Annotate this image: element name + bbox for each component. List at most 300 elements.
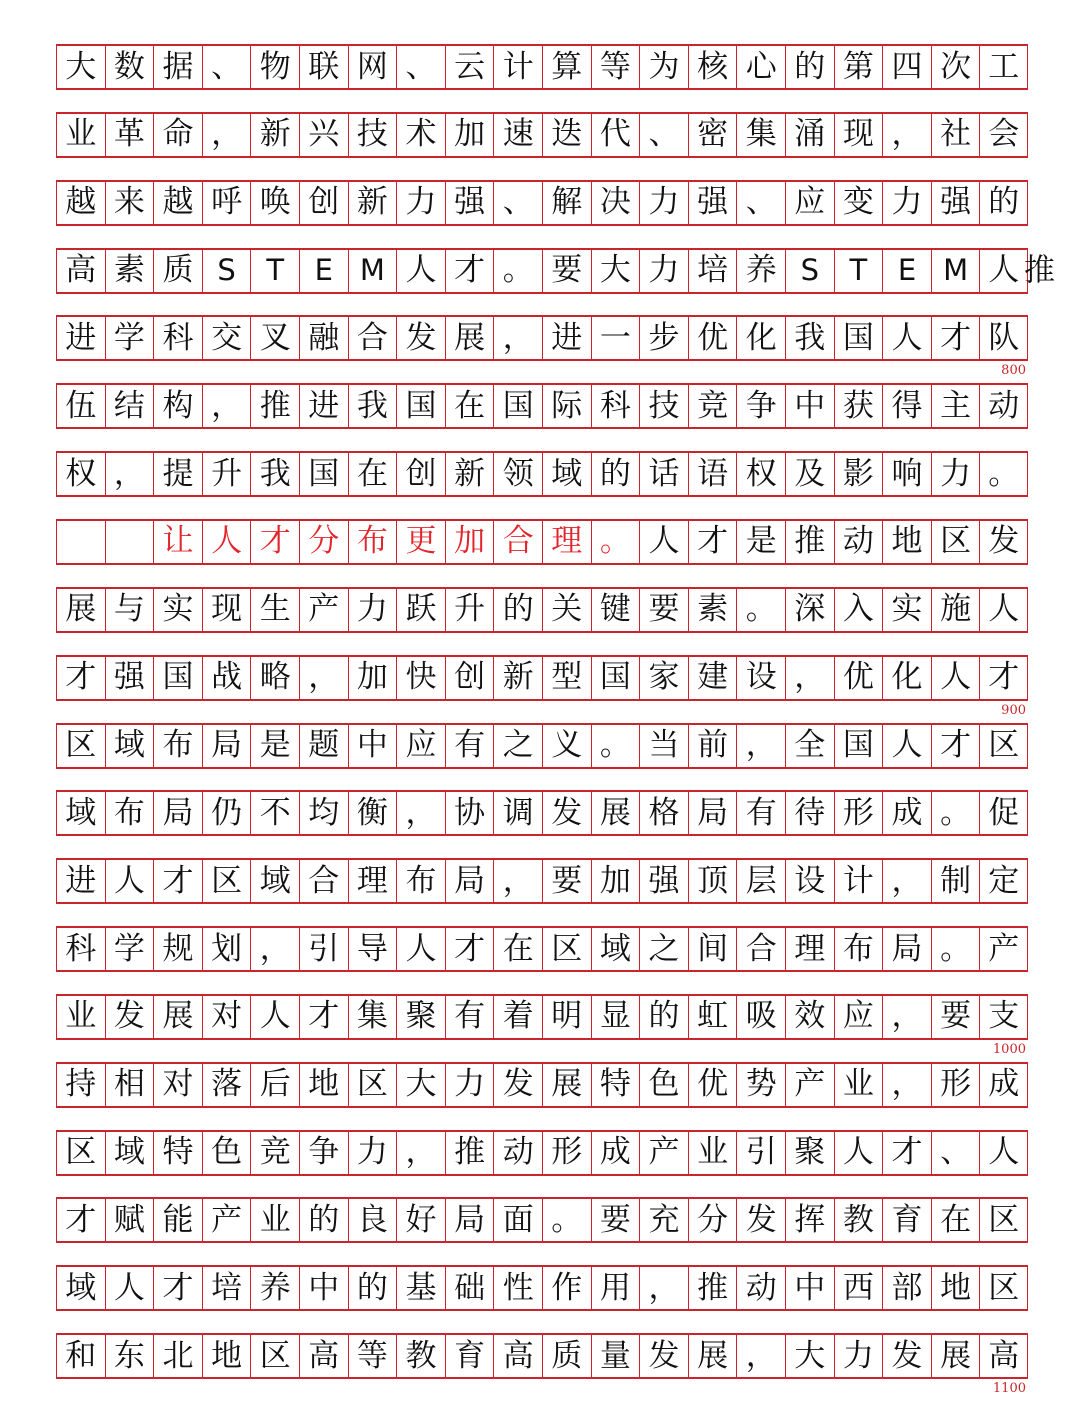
char-count-marker: 900 bbox=[1001, 702, 1026, 718]
grid-cell: 制 bbox=[931, 860, 980, 902]
grid-cell: 中 bbox=[299, 1267, 348, 1309]
grid-cell: 人 bbox=[979, 589, 1028, 631]
grid-cell: 优 bbox=[834, 657, 883, 699]
grid-cell: 第 bbox=[834, 46, 883, 88]
grid-cell: 的 bbox=[785, 46, 834, 88]
grid-cell: ， bbox=[396, 1132, 445, 1174]
grid-cell: 。 bbox=[736, 589, 785, 631]
grid-cell: 叉 bbox=[250, 317, 299, 359]
grid-cell: 地 bbox=[931, 1267, 980, 1309]
grid-cell: 唤 bbox=[250, 182, 299, 224]
grid-cell: ， bbox=[299, 657, 348, 699]
grid-cell: 才 bbox=[882, 1132, 931, 1174]
grid-cell: 支 bbox=[979, 996, 1028, 1038]
grid-cell: 特 bbox=[591, 1064, 640, 1106]
grid-cell: 好 bbox=[396, 1199, 445, 1241]
grid-cell: ， bbox=[105, 453, 154, 495]
grid-cell: 话 bbox=[639, 453, 688, 495]
grid-cell: 产 bbox=[639, 1132, 688, 1174]
grid-cell: 应 bbox=[834, 996, 883, 1038]
grid-cell: ， bbox=[882, 1064, 931, 1106]
grid-cell: 创 bbox=[396, 453, 445, 495]
grid-cell: 质 bbox=[542, 1335, 591, 1377]
grid-cell: 全 bbox=[785, 725, 834, 767]
grid-row bbox=[56, 858, 1028, 904]
grid-cell: 有 bbox=[445, 996, 494, 1038]
grid-cell: 形 bbox=[834, 792, 883, 834]
grid-cell: 协 bbox=[445, 792, 494, 834]
grid-cell: 布 bbox=[396, 860, 445, 902]
grid-cell: 面 bbox=[493, 1199, 542, 1241]
grid-cell: 挥 bbox=[785, 1199, 834, 1241]
grid-cell: 引 bbox=[299, 928, 348, 970]
grid-cell: 来 bbox=[105, 182, 154, 224]
grid-cell: 术 bbox=[396, 114, 445, 156]
grid-row bbox=[56, 383, 1028, 429]
grid-cell: 云 bbox=[445, 46, 494, 88]
grid-cell: 区 bbox=[56, 725, 105, 767]
grid-cell: 题 bbox=[299, 725, 348, 767]
grid-cell: 提 bbox=[153, 453, 202, 495]
grid-cell: 科 bbox=[153, 317, 202, 359]
grid-cell: 区 bbox=[202, 860, 251, 902]
grid-cell: 升 bbox=[202, 453, 251, 495]
grid-cell: 略 bbox=[250, 657, 299, 699]
grid-cell: 技 bbox=[348, 114, 397, 156]
grid-cell: 域 bbox=[250, 860, 299, 902]
grid-cell: 聚 bbox=[785, 1132, 834, 1174]
grid-cell: 产 bbox=[785, 1064, 834, 1106]
grid-cell: 力 bbox=[348, 589, 397, 631]
grid-cell: 新 bbox=[445, 453, 494, 495]
grid-cell: 布 bbox=[834, 928, 883, 970]
grid-cell: 成 bbox=[882, 792, 931, 834]
grid-cell: 创 bbox=[299, 182, 348, 224]
grid-cell: 人 bbox=[105, 860, 154, 902]
grid-cell: ， bbox=[202, 114, 251, 156]
grid-cell: 人 bbox=[979, 1132, 1028, 1174]
grid-cell: 理 bbox=[348, 860, 397, 902]
grid-cell: 心 bbox=[736, 46, 785, 88]
grid-cell: 。 bbox=[591, 521, 640, 563]
grid-row bbox=[56, 451, 1028, 497]
grid-cell: 际 bbox=[542, 385, 591, 427]
grid-cell: 展 bbox=[153, 996, 202, 1038]
grid-cell: 、 bbox=[639, 114, 688, 156]
grid-cell: 新 bbox=[348, 182, 397, 224]
grid-cell: 才 bbox=[250, 521, 299, 563]
grid-row bbox=[56, 1265, 1028, 1311]
grid-cell: 权 bbox=[56, 453, 105, 495]
grid-cell: 力 bbox=[445, 1064, 494, 1106]
grid-cell: 交 bbox=[202, 317, 251, 359]
grid-cell: 联 bbox=[299, 46, 348, 88]
grid-cell: 业 bbox=[56, 114, 105, 156]
grid-cell: 势 bbox=[736, 1064, 785, 1106]
grid-row bbox=[56, 180, 1028, 226]
grid-row bbox=[56, 315, 1028, 361]
grid-cell: 升 bbox=[445, 589, 494, 631]
grid-cell: 的 bbox=[299, 1199, 348, 1241]
grid-cell: 发 bbox=[882, 1335, 931, 1377]
grid-cell: 部 bbox=[882, 1267, 931, 1309]
grid-cell: 四 bbox=[882, 46, 931, 88]
grid-cell: 发 bbox=[639, 1335, 688, 1377]
grid-cell: 理 bbox=[785, 928, 834, 970]
grid-cell: 前 bbox=[688, 725, 737, 767]
grid-cell: 人 bbox=[882, 725, 931, 767]
grid-cell: 应 bbox=[785, 182, 834, 224]
grid-cell: 合 bbox=[493, 521, 542, 563]
grid-cell: 的 bbox=[639, 996, 688, 1038]
grid-cell: 才 bbox=[445, 250, 494, 292]
grid-cell: 要 bbox=[931, 996, 980, 1038]
grid-cell: 呼 bbox=[202, 182, 251, 224]
grid-cell: T bbox=[250, 250, 299, 292]
grid-cell: 越 bbox=[153, 182, 202, 224]
grid-cell: 量 bbox=[591, 1335, 640, 1377]
grid-cell: 待 bbox=[785, 792, 834, 834]
grid-cell: 会 bbox=[979, 114, 1028, 156]
grid-row bbox=[56, 1333, 1028, 1379]
grid-cell: 实 bbox=[882, 589, 931, 631]
grid-cell: S bbox=[785, 250, 834, 292]
grid-cell: 工 bbox=[979, 46, 1028, 88]
grid-cell: 作 bbox=[542, 1267, 591, 1309]
grid-cell: 区 bbox=[931, 521, 980, 563]
grid-cell: 促 bbox=[979, 792, 1028, 834]
grid-cell: 构 bbox=[153, 385, 202, 427]
grid-row bbox=[56, 112, 1028, 158]
grid-cell: 强 bbox=[639, 860, 688, 902]
grid-cell: 力 bbox=[834, 1335, 883, 1377]
grid-cell: 、 bbox=[202, 46, 251, 88]
grid-cell: 吸 bbox=[736, 996, 785, 1038]
grid-cell: 入 bbox=[834, 589, 883, 631]
grid-cell: 争 bbox=[736, 385, 785, 427]
grid-row bbox=[56, 44, 1028, 90]
grid-cell: 深 bbox=[785, 589, 834, 631]
grid-cell: 展 bbox=[591, 792, 640, 834]
grid-cell: 快 bbox=[396, 657, 445, 699]
grid-cell: 高 bbox=[493, 1335, 542, 1377]
grid-cell: 核 bbox=[688, 46, 737, 88]
grid-cell: 质 bbox=[153, 250, 202, 292]
grid-cell: 强 bbox=[931, 182, 980, 224]
grid-cell: 发 bbox=[396, 317, 445, 359]
grid-cell: 在 bbox=[445, 385, 494, 427]
grid-row bbox=[56, 994, 1028, 1040]
grid-cell: 次 bbox=[931, 46, 980, 88]
grid-cell: 动 bbox=[979, 385, 1028, 427]
grid-cell: 地 bbox=[299, 1064, 348, 1106]
grid-cell: 明 bbox=[542, 996, 591, 1038]
grid-cell: M bbox=[931, 250, 980, 292]
grid-cell: 才 bbox=[299, 996, 348, 1038]
grid-cell: 。 bbox=[591, 725, 640, 767]
grid-cell: 获 bbox=[834, 385, 883, 427]
grid-cell: 力 bbox=[396, 182, 445, 224]
grid-cell: ， bbox=[736, 1335, 785, 1377]
grid-cell: 大 bbox=[591, 250, 640, 292]
grid-cell: 。 bbox=[931, 792, 980, 834]
grid-cell: 区 bbox=[348, 1064, 397, 1106]
grid-cell: 对 bbox=[202, 996, 251, 1038]
grid-cell: 域 bbox=[56, 792, 105, 834]
grid-row bbox=[56, 790, 1028, 836]
grid-cell bbox=[105, 521, 154, 563]
grid-cell: 展 bbox=[56, 589, 105, 631]
grid-cell: 区 bbox=[979, 725, 1028, 767]
grid-cell: 化 bbox=[736, 317, 785, 359]
grid-cell: 区 bbox=[250, 1335, 299, 1377]
grid-row bbox=[56, 1197, 1028, 1243]
grid-cell: 国 bbox=[591, 657, 640, 699]
grid-cell: 让 bbox=[153, 521, 202, 563]
grid-cell: 发 bbox=[542, 792, 591, 834]
grid-cell: 局 bbox=[688, 792, 737, 834]
grid-cell: 在 bbox=[348, 453, 397, 495]
grid-cell: 局 bbox=[445, 1199, 494, 1241]
grid-cell: E bbox=[882, 250, 931, 292]
grid-cell: ， bbox=[736, 725, 785, 767]
grid-cell: 我 bbox=[250, 453, 299, 495]
grid-cell: 据 bbox=[153, 46, 202, 88]
grid-cell: 实 bbox=[153, 589, 202, 631]
grid-cell: 国 bbox=[493, 385, 542, 427]
grid-cell: 展 bbox=[931, 1335, 980, 1377]
grid-cell: 高 bbox=[299, 1335, 348, 1377]
grid-cell: 推 bbox=[250, 385, 299, 427]
grid-cell: 高 bbox=[56, 250, 105, 292]
grid-cell: 。 bbox=[979, 453, 1028, 495]
grid-cell: 规 bbox=[153, 928, 202, 970]
grid-cell: 网 bbox=[348, 46, 397, 88]
grid-cell: 显 bbox=[591, 996, 640, 1038]
grid-cell: 。 bbox=[931, 928, 980, 970]
grid-cell: 我 bbox=[348, 385, 397, 427]
grid-cell: 物 bbox=[250, 46, 299, 88]
grid-cell: 产 bbox=[979, 928, 1028, 970]
grid-cell: 和 bbox=[56, 1335, 105, 1377]
grid-cell: 域 bbox=[105, 1132, 154, 1174]
grid-cell: 力 bbox=[882, 182, 931, 224]
grid-cell: 主 bbox=[931, 385, 980, 427]
grid-cell: 要 bbox=[542, 860, 591, 902]
grid-cell: 性 bbox=[493, 1267, 542, 1309]
overflow-char: 推 bbox=[1024, 252, 1055, 289]
grid-cell: 业 bbox=[834, 1064, 883, 1106]
grid-cell: 素 bbox=[688, 589, 737, 631]
grid-cell: 布 bbox=[153, 725, 202, 767]
grid-cell: 衡 bbox=[348, 792, 397, 834]
grid-cell: 变 bbox=[834, 182, 883, 224]
grid-cell: 解 bbox=[542, 182, 591, 224]
grid-cell: 国 bbox=[834, 725, 883, 767]
grid-cell: 争 bbox=[299, 1132, 348, 1174]
grid-cell: 要 bbox=[542, 250, 591, 292]
grid-cell: 教 bbox=[396, 1335, 445, 1377]
grid-cell: 加 bbox=[445, 521, 494, 563]
grid-cell: 义 bbox=[542, 725, 591, 767]
grid-cell: 当 bbox=[639, 725, 688, 767]
grid-cell: 科 bbox=[56, 928, 105, 970]
grid-cell: 强 bbox=[445, 182, 494, 224]
grid-cell: 结 bbox=[105, 385, 154, 427]
grid-cell: 计 bbox=[834, 860, 883, 902]
grid-cell: 良 bbox=[348, 1199, 397, 1241]
grid-cell: 伍 bbox=[56, 385, 105, 427]
grid-cell: 才 bbox=[56, 657, 105, 699]
grid-cell: 涌 bbox=[785, 114, 834, 156]
grid-cell: 基 bbox=[396, 1267, 445, 1309]
grid-cell: ， bbox=[785, 657, 834, 699]
grid-cell: 成 bbox=[591, 1132, 640, 1174]
grid-cell: 家 bbox=[639, 657, 688, 699]
grid-cell: 步 bbox=[639, 317, 688, 359]
grid-cell: 才 bbox=[688, 521, 737, 563]
grid-cell: 响 bbox=[882, 453, 931, 495]
grid-cell: 密 bbox=[688, 114, 737, 156]
grid-cell: 影 bbox=[834, 453, 883, 495]
grid-cell: 施 bbox=[931, 589, 980, 631]
grid-cell: 局 bbox=[153, 792, 202, 834]
grid-cell: 产 bbox=[299, 589, 348, 631]
grid-cell: 革 bbox=[105, 114, 154, 156]
grid-cell: 础 bbox=[445, 1267, 494, 1309]
grid-cell: 素 bbox=[105, 250, 154, 292]
grid-cell: 展 bbox=[542, 1064, 591, 1106]
grid-cell: 色 bbox=[202, 1132, 251, 1174]
grid-cell: ， bbox=[250, 928, 299, 970]
grid-cell: 加 bbox=[348, 657, 397, 699]
grid-cell: 人 bbox=[396, 250, 445, 292]
grid-cell: 育 bbox=[882, 1199, 931, 1241]
grid-cell: 才 bbox=[931, 725, 980, 767]
grid-cell: 西 bbox=[834, 1267, 883, 1309]
grid-cell: 生 bbox=[250, 589, 299, 631]
grid-cell: 创 bbox=[445, 657, 494, 699]
grid-cell: 发 bbox=[105, 996, 154, 1038]
grid-cell: 新 bbox=[493, 657, 542, 699]
grid-cell: 推 bbox=[785, 521, 834, 563]
grid-cell: 更 bbox=[396, 521, 445, 563]
grid-cell: ， bbox=[882, 996, 931, 1038]
grid-cell: 权 bbox=[736, 453, 785, 495]
grid-cell: 设 bbox=[785, 860, 834, 902]
grid-cell: 展 bbox=[445, 317, 494, 359]
grid-cell: 社 bbox=[931, 114, 980, 156]
grid-cell: 理 bbox=[542, 521, 591, 563]
grid-cell: 才 bbox=[931, 317, 980, 359]
grid-cell: 人 bbox=[639, 521, 688, 563]
grid-cell: 人 bbox=[202, 521, 251, 563]
grid-cell: 发 bbox=[736, 1199, 785, 1241]
grid-row bbox=[56, 587, 1028, 633]
grid-row bbox=[56, 519, 1028, 565]
grid-cell: 才 bbox=[56, 1199, 105, 1241]
grid-cell: 建 bbox=[688, 657, 737, 699]
grid-cell: 中 bbox=[348, 725, 397, 767]
grid-cell: 色 bbox=[639, 1064, 688, 1106]
grid-cell: 人 bbox=[250, 996, 299, 1038]
grid-cell: 业 bbox=[56, 996, 105, 1038]
grid-cell: 的 bbox=[348, 1267, 397, 1309]
grid-cell: 调 bbox=[493, 792, 542, 834]
grid-cell: 聚 bbox=[396, 996, 445, 1038]
grid-cell: 区 bbox=[542, 928, 591, 970]
grid-cell: 在 bbox=[493, 928, 542, 970]
grid-cell: 形 bbox=[931, 1064, 980, 1106]
grid-cell: 产 bbox=[202, 1199, 251, 1241]
grid-cell: 力 bbox=[639, 182, 688, 224]
grid-cell: 新 bbox=[250, 114, 299, 156]
grid-cell: M bbox=[348, 250, 397, 292]
grid-cell: 队 bbox=[979, 317, 1028, 359]
grid-cell: 等 bbox=[591, 46, 640, 88]
grid-cell: ， bbox=[882, 860, 931, 902]
grid-cell: 业 bbox=[250, 1199, 299, 1241]
grid-cell: 优 bbox=[688, 1064, 737, 1106]
grid-cell: 竞 bbox=[688, 385, 737, 427]
grid-cell: 型 bbox=[542, 657, 591, 699]
grid-cell: 人 bbox=[105, 1267, 154, 1309]
char-count-marker: 800 bbox=[1001, 363, 1026, 379]
grid-cell: T bbox=[834, 250, 883, 292]
grid-cell: 均 bbox=[299, 792, 348, 834]
grid-cell: 形 bbox=[542, 1132, 591, 1174]
grid-cell: 国 bbox=[396, 385, 445, 427]
grid-cell: ， bbox=[493, 317, 542, 359]
grid-cell: 东 bbox=[105, 1335, 154, 1377]
grid-cell: 间 bbox=[688, 928, 737, 970]
grid-cell: 教 bbox=[834, 1199, 883, 1241]
grid-cell: 等 bbox=[348, 1335, 397, 1377]
grid-cell: E bbox=[299, 250, 348, 292]
grid-cell: 之 bbox=[493, 725, 542, 767]
grid-cell: 语 bbox=[688, 453, 737, 495]
grid-cell: 设 bbox=[736, 657, 785, 699]
grid-cell: 合 bbox=[299, 860, 348, 902]
grid-row bbox=[56, 1062, 1028, 1108]
grid-cell: 人 bbox=[931, 657, 980, 699]
grid-cell: 域 bbox=[56, 1267, 105, 1309]
grid-cell: 是 bbox=[736, 521, 785, 563]
grid-cell: S bbox=[202, 250, 251, 292]
grid-cell: 的 bbox=[979, 182, 1028, 224]
grid-cell: 北 bbox=[153, 1335, 202, 1377]
grid-cell: 力 bbox=[639, 250, 688, 292]
grid-cell: ， bbox=[396, 792, 445, 834]
grid-cell: 进 bbox=[299, 385, 348, 427]
grid-cell: 分 bbox=[299, 521, 348, 563]
grid-cell: 算 bbox=[542, 46, 591, 88]
grid-cell: 效 bbox=[785, 996, 834, 1038]
grid-cell: 技 bbox=[639, 385, 688, 427]
grid-cell: 格 bbox=[639, 792, 688, 834]
grid-cell: 大 bbox=[785, 1335, 834, 1377]
grid-cell: 域 bbox=[591, 928, 640, 970]
grid-cell: 才 bbox=[153, 1267, 202, 1309]
grid-cell: 合 bbox=[736, 928, 785, 970]
grid-cell: 划 bbox=[202, 928, 251, 970]
grid-cell: 推 bbox=[688, 1267, 737, 1309]
grid-cell: 能 bbox=[153, 1199, 202, 1241]
grid-cell: 育 bbox=[445, 1335, 494, 1377]
grid-cell: 人 bbox=[979, 250, 1028, 292]
grid-cell: 培 bbox=[202, 1267, 251, 1309]
grid-cell: 区 bbox=[56, 1132, 105, 1174]
